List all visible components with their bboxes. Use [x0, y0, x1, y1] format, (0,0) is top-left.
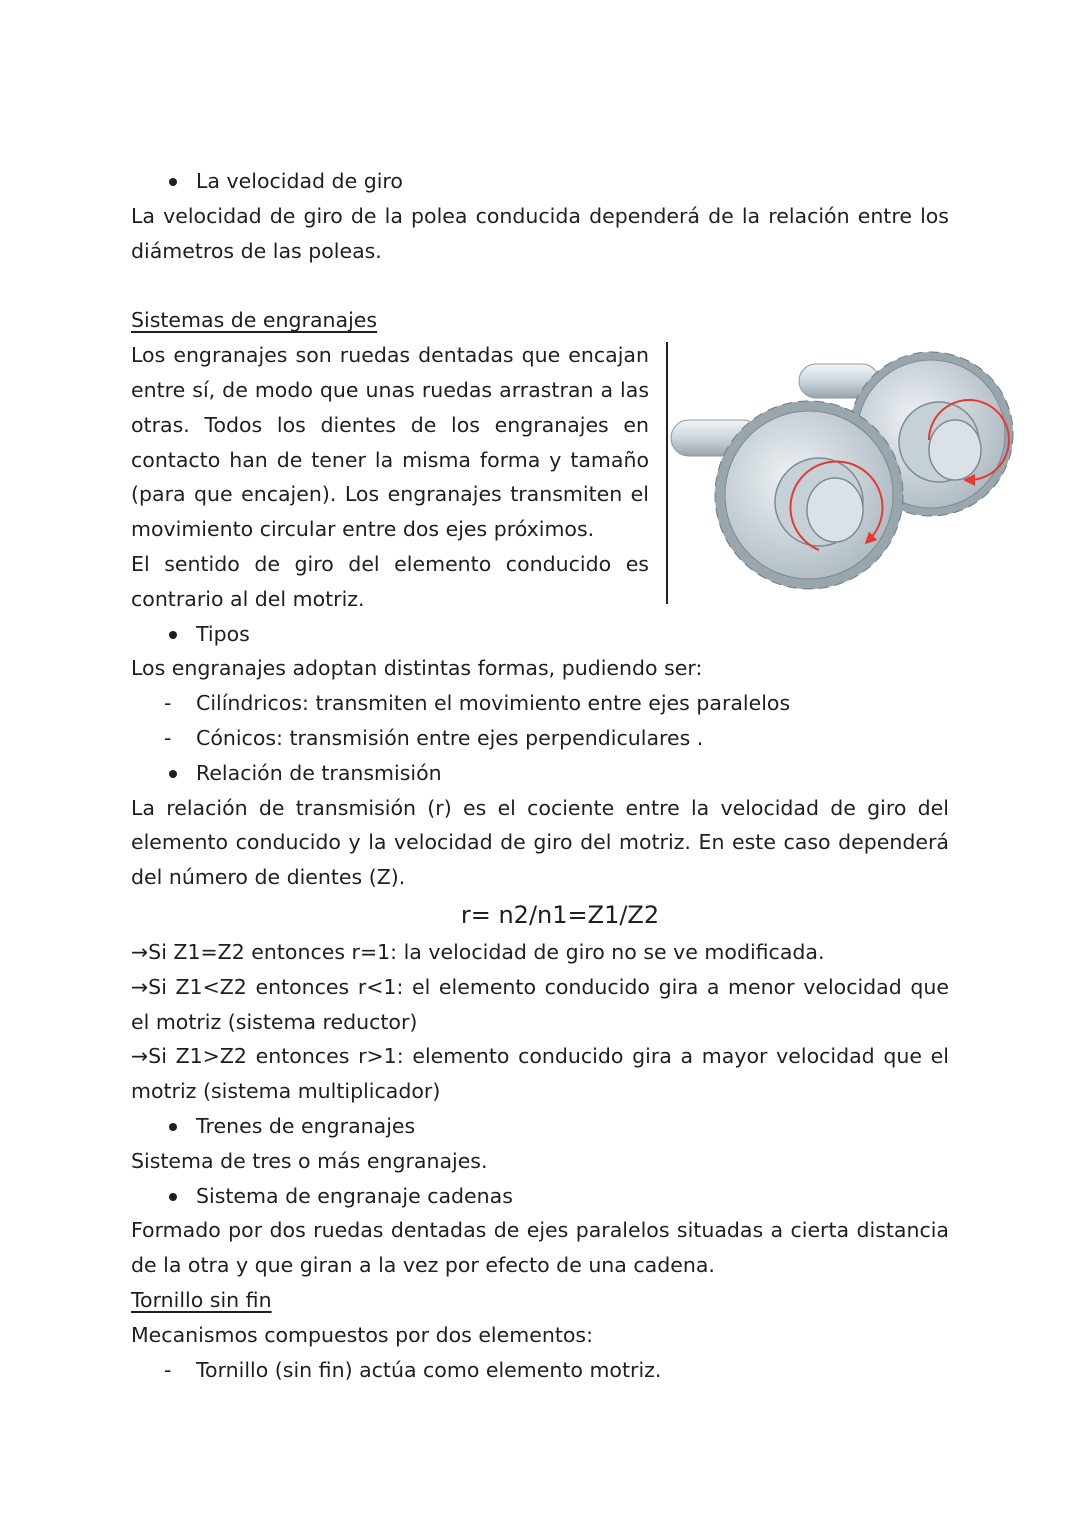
meshing-gears-icon — [669, 330, 1019, 600]
relacion-text: La relación de transmisión (r) es el cociente entre la velocidad de giro del elemento conducido y la velocidad de giro del motriz. En este caso dependerá del número de dientes (Z). — [131, 795, 949, 890]
relacion-formula: r= n2/n1=Z1/Z2 — [460, 900, 660, 929]
bullet-relacion: Relación de transmisión — [131, 756, 949, 791]
trenes-text: Sistema de tres o más engranajes. — [131, 1148, 488, 1173]
cadenas-text: Formado por dos ruedas dentadas de ejes paralelos situadas a cierta distancia de la otra y que giran a la vez por efecto de una cadena. — [131, 1218, 949, 1278]
bullet-trenes: Trenes de engranajes — [131, 1109, 949, 1144]
front-gear — [715, 401, 903, 589]
relacion-case: →Si Z1=Z2 entonces r=1: la velocidad de giro no se ve modificada. — [131, 939, 825, 964]
bullet-tipos: Tipos — [131, 617, 949, 652]
engranajes-text-column — [131, 338, 649, 616]
tipos-text: Los engranajes adoptan distintas formas, pudiendo ser: — [131, 656, 703, 681]
relacion-case: →Si Z1<Z2 entonces r<1: el elemento conducido gira a menor velocidad que el motriz (sistema reductor) — [131, 974, 949, 1034]
bullet-velocidad: La velocidad de giro — [131, 164, 949, 199]
bullet-cadenas: Sistema de engranaje cadenas — [131, 1179, 949, 1214]
heading-engranajes: Sistemas de engranajes — [131, 308, 378, 333]
tornillo-item: - Tornillo (sin fin) actúa como elemento motriz. — [131, 1353, 949, 1388]
spacer — [131, 268, 949, 303]
tornillo-text: Mecanismos compuestos por dos elementos: — [131, 1322, 593, 1347]
engranajes-intro: Los engranajes son ruedas dentadas que encajan entre sí, de modo que unas ruedas arrastran a las otras. Todos los dientes de los engranajes en contacto han de tener la misma forma y tamaño (para que encajen). Los engranajes transmiten el movimiento circular entre dos ejes próximos. — [131, 343, 649, 542]
relacion-case: →Si Z1>Z2 entonces r>1: elemento conducido gira a mayor velocidad que el motriz (sistema multiplicador) — [131, 1044, 949, 1104]
tipos-item: - Cónicos: transmisión entre ejes perpendiculares . — [131, 721, 949, 756]
column-divider — [666, 342, 668, 604]
document-content — [131, 164, 949, 1387]
velocidad-text: La velocidad de giro de la polea conducida dependerá de la relación entre los diámetros de las poleas. — [131, 203, 949, 263]
heading-tornillo: Tornillo sin fin — [131, 1287, 272, 1312]
engranajes-sentido: El sentido de giro del elemento conducido es contrario al del motriz. — [131, 551, 649, 611]
tipos-item: - Cilíndricos: transmiten el movimiento entre ejes paralelos — [131, 686, 949, 721]
engranajes-section — [131, 338, 949, 616]
